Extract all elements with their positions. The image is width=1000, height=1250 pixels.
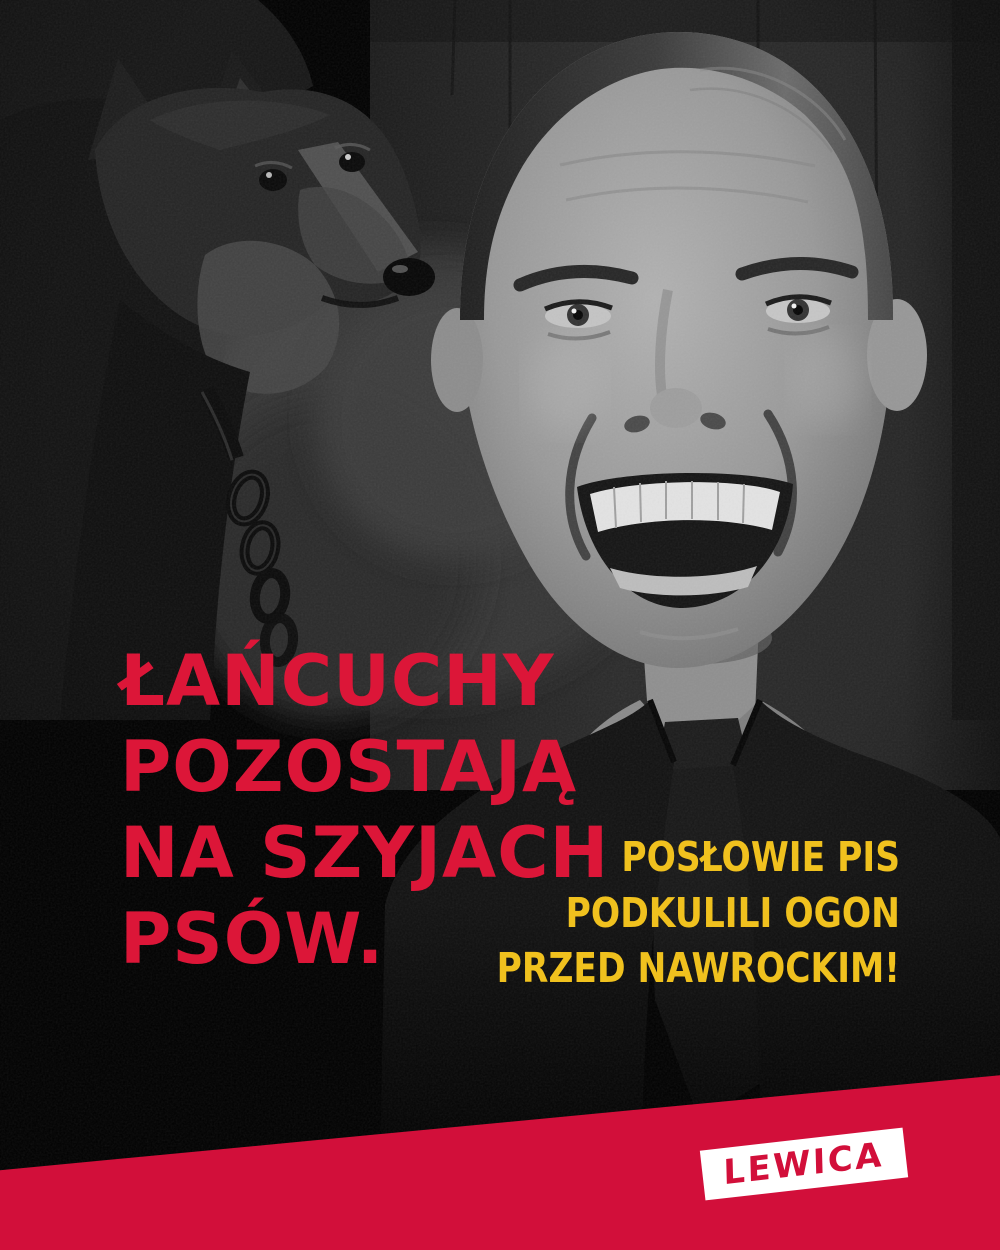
lewica-logo-text: LEWICA [723,1134,885,1194]
headline-line-1: ŁAŃCUCHY [120,640,555,722]
subheadline-line-2: PODKULILI OGON [565,888,900,937]
subheadline [380,830,900,997]
headline-line-3: NA SZYJACH [120,812,610,894]
subheadline-line-3: PRZED NAWROCKIM! [496,944,900,992]
headline-line-2: POZOSTAJĄ [120,726,578,808]
subheadline-line-1: POSŁOWIE PIS [621,833,900,881]
headline-line-4: PSÓW. [120,898,385,980]
